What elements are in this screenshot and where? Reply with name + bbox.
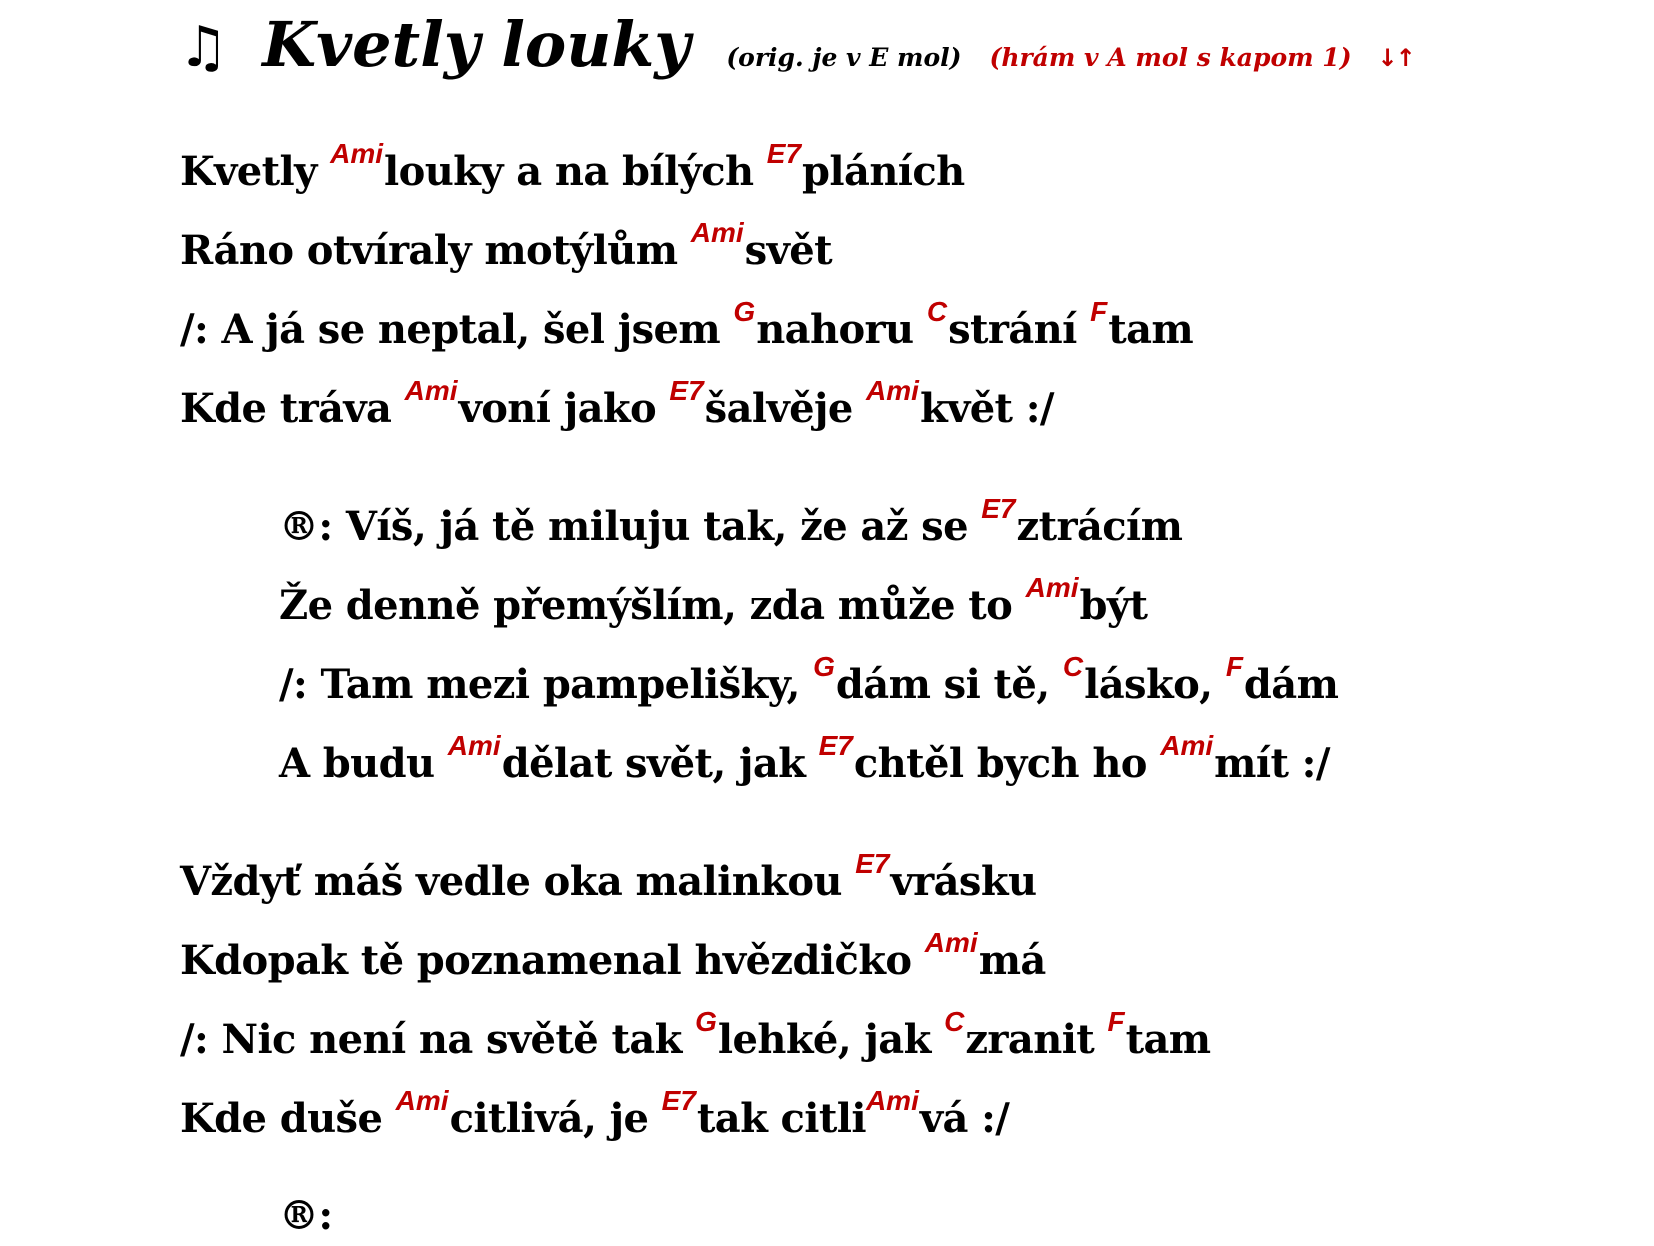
lyric: květ :/ — [919, 385, 1054, 432]
lyric: chtěl bych ho — [853, 740, 1161, 787]
lyric: Ráno otvíraly motýlům — [180, 227, 691, 274]
chord: E7 — [855, 848, 890, 879]
chord: E7 — [818, 730, 853, 761]
verse1-line2 — [180, 217, 832, 279]
verse1-line1 — [180, 138, 965, 200]
chord: E7 — [766, 138, 802, 169]
lyric: citlivá, je — [449, 1095, 662, 1142]
lyric: Vždyť máš vedle oka malinkou — [180, 858, 856, 905]
chord: C — [944, 1006, 965, 1037]
chorus-repeat-marker — [279, 1192, 333, 1240]
song-header — [178, 8, 1414, 100]
chord: Ami — [1025, 572, 1079, 603]
lyric: louky a na bílých — [384, 148, 767, 195]
lyric: voní jako — [458, 385, 670, 432]
lyric: má — [978, 937, 1046, 984]
lyric: dám si tě, — [835, 661, 1063, 708]
chord: F — [1107, 1006, 1125, 1037]
chord: E7 — [669, 375, 704, 406]
chord: Ami — [1160, 730, 1214, 761]
chord: Ami — [447, 730, 501, 761]
chord: Ami — [924, 927, 978, 958]
verse1-line3 — [180, 296, 1194, 358]
music-note-icon: ♫ — [178, 15, 229, 80]
lyric: ®: Víš, já tě miluju tak, že až se — [279, 503, 982, 550]
chord: Ami — [404, 375, 458, 406]
lyric: lehké, jak — [717, 1016, 945, 1063]
verse2-line3 — [180, 1006, 1211, 1068]
lyric: strání — [948, 306, 1091, 353]
lyric: pláních — [802, 148, 965, 195]
lyric: zranit — [965, 1016, 1108, 1063]
lyric: nahoru — [756, 306, 927, 353]
chorus-repeat-label: ®: — [279, 1192, 333, 1239]
chord: G — [813, 651, 835, 682]
transpose-arrows-icon[interactable]: ↓↑ — [1377, 44, 1414, 72]
chorus-line2 — [279, 572, 1148, 634]
lyric: /: Nic není na světě tak — [180, 1016, 696, 1063]
capo-note: (hrám v A mol s kapom 1) — [989, 43, 1352, 72]
chord: Ami — [690, 217, 744, 248]
chord: E7 — [661, 1085, 696, 1116]
lyric: mít :/ — [1214, 740, 1330, 787]
chord: Ami — [330, 138, 384, 169]
lyric: /: A já se neptal, šel jsem — [180, 306, 734, 353]
original-key-note: (orig. je v E mol) — [726, 43, 962, 72]
chorus-line1 — [279, 493, 1183, 555]
verse1-line4 — [180, 375, 1054, 437]
lyric: tam — [1125, 1016, 1211, 1063]
lyric: Kde duše — [180, 1095, 396, 1142]
lyric: svět — [744, 227, 832, 274]
lyric: Že denně přemýšlím, zda může to — [279, 582, 1026, 629]
lyric: Kde tráva — [180, 385, 405, 432]
chord: C — [926, 296, 948, 327]
chord: Ami — [395, 1085, 449, 1116]
verse2-line2 — [180, 927, 1046, 989]
chord: F — [1225, 651, 1243, 682]
chord: Ami — [866, 375, 919, 406]
chord: G — [695, 1006, 717, 1037]
lyric: tak citli — [696, 1095, 866, 1142]
lyric: být — [1079, 582, 1148, 629]
song-title: Kvetly louky — [262, 8, 691, 81]
lyric: vrásku — [890, 858, 1037, 905]
chord: Ami — [865, 1085, 919, 1116]
lyric: šalvěje — [704, 385, 867, 432]
verse2-line4 — [180, 1085, 1010, 1147]
lyric: vá :/ — [919, 1095, 1010, 1142]
lyric: A budu — [279, 740, 448, 787]
chord: F — [1090, 296, 1108, 327]
lyric: ztrácím — [1016, 503, 1183, 550]
chorus-line4 — [279, 730, 1330, 792]
lyric: dělat svět, jak — [501, 740, 819, 787]
lyric: lásko, — [1084, 661, 1226, 708]
lyric: Kdopak tě poznamenal hvězdičko — [180, 937, 925, 984]
verse2-line1 — [180, 848, 1037, 910]
chord: E7 — [981, 493, 1016, 524]
lyric: dám — [1243, 661, 1339, 708]
lyric: /: Tam mezi pampelišky, — [279, 661, 814, 708]
chord: G — [733, 296, 756, 327]
lyric: tam — [1108, 306, 1194, 353]
chord: C — [1062, 651, 1084, 682]
chorus-line3 — [279, 651, 1339, 713]
lyric: Kvetly — [180, 148, 331, 195]
